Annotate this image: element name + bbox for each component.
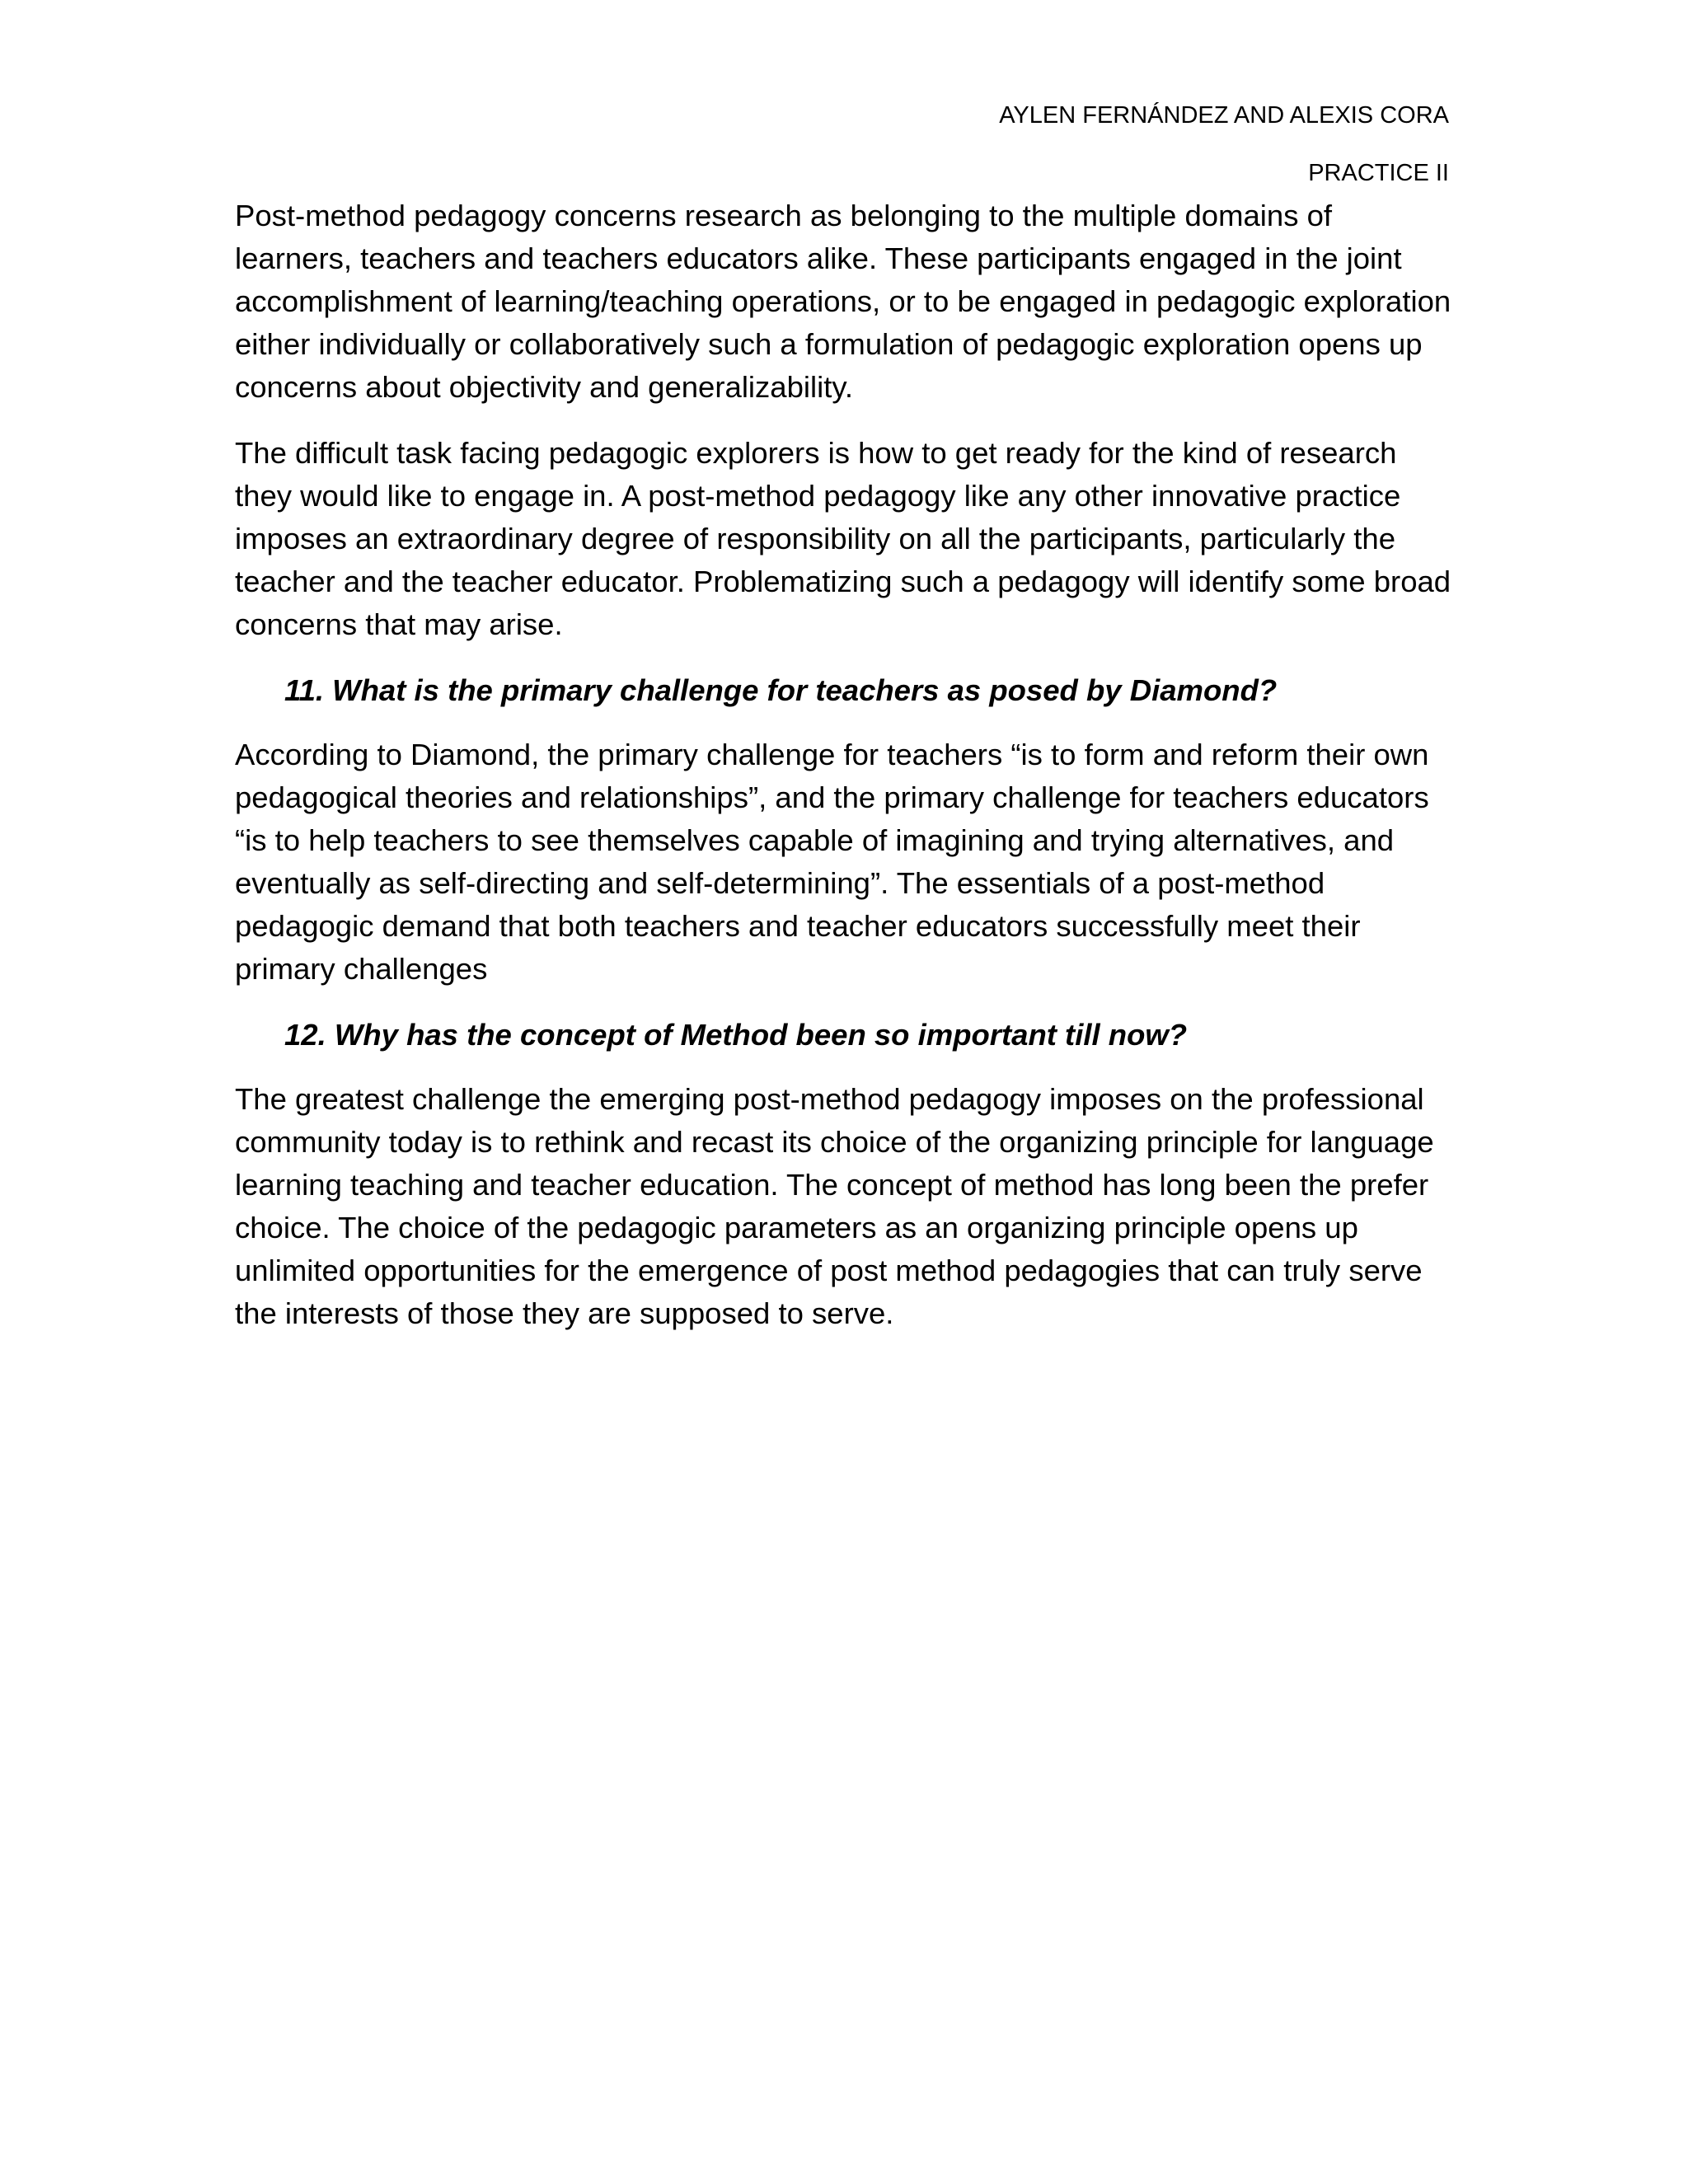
paragraph-intro: Post-method pedagogy concerns research as belonging to the multiple domains of learners, teachers and teachers educators alike. These participants engaged in the joint accomplishment of learning/teaching operations, or to be engaged in pedagogic exploration either individually or collaboratively such a formulation of pedagogic exploration opens up concerns about objectivity and generalizability. (235, 199, 1451, 404)
answer-12-paragraph: The greatest challenge the emerging post-method pedagogy imposes on the professional community today is to rethink and recast its choice of the organizing principle for language learning teaching and teacher education. The concept of method has long been the prefer choice. The choice of the pedagogic parameters as an organizing principle opens up unlimited opportunities for the emergence of post method pedagogies that can truly serve the interests of those they are supposed to serve. (235, 1082, 1434, 1330)
question-12-heading: 12. Why has the concept of Method been so important till now? (284, 1018, 1188, 1052)
answer-11-paragraph: According to Diamond, the primary challenge for teachers “is to form and reform their own pedagogical theories and relationships”, and the primary challenge for teachers educators “is to help teachers to see themselves capable of imagining and trying alternatives, and eventually as self-directing and self-determining”. The essentials of a post-method pedagogic demand that both teachers and teacher educators successfully meet their primary challenges (235, 738, 1429, 986)
paragraph-difficult-task: The difficult task facing pedagogic explorers is how to get ready for the kind of research they would like to engage in. A post-method pedagogy like any other innovative practice imposes an extraordinary degree of responsibility on all the participants, particularly the teacher and the teacher educator. Problematizing such a pedagogy will identify some broad concerns that may arise. (235, 436, 1451, 641)
header-authors: AYLEN FERNÁNDEZ AND ALEXIS CORA (999, 102, 1449, 129)
question-11-heading: 11. What is the primary challenge for teachers as posed by Diamond? (284, 673, 1278, 707)
header-course: PRACTICE II (1308, 160, 1449, 186)
document-body (235, 194, 1455, 1358)
